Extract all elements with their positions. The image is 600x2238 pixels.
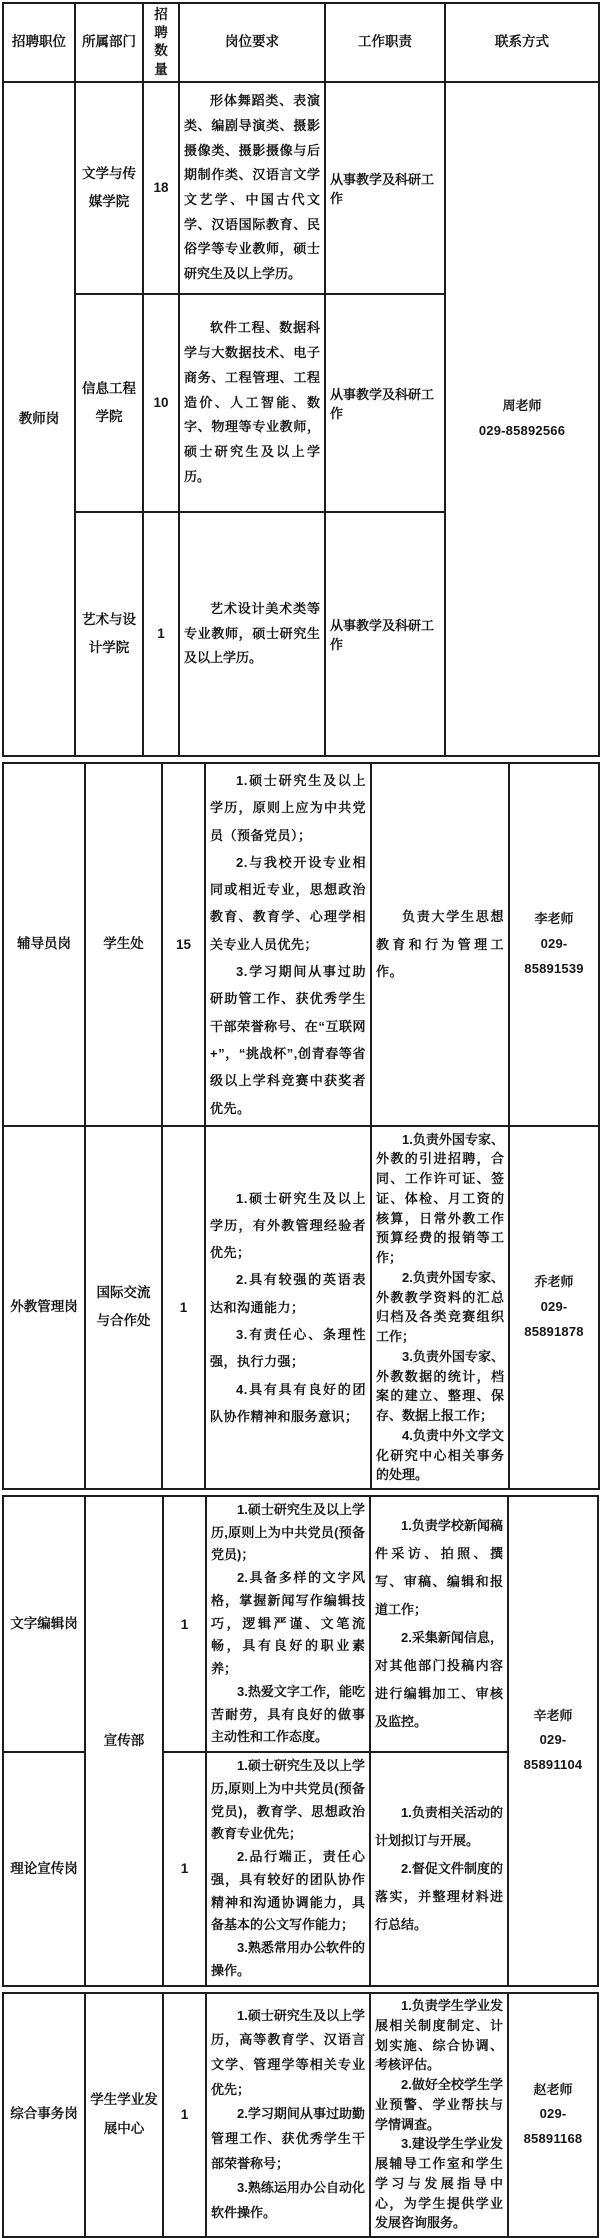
cell-duties: 从事教学及科研工作 bbox=[325, 512, 445, 756]
contact-name: 赵老师 bbox=[533, 2081, 573, 2097]
cell-department: 学生学业发展中心 bbox=[85, 1993, 163, 2237]
contact-name: 周老师 bbox=[502, 398, 542, 414]
col-header-position: 招聘职位 bbox=[3, 3, 75, 82]
contact-phone: 029-85891878 bbox=[524, 1299, 584, 1339]
cell-requirements bbox=[205, 763, 371, 1126]
duty-item: 2.做好全校学生学业预警、学业帮扶与学情调查。 bbox=[375, 2077, 503, 2132]
contact-phone: 029-85892566 bbox=[478, 422, 566, 438]
cell-department: 宣传部 bbox=[85, 1496, 163, 1986]
requirement-item: 4.具有具有良好的团队协作精神和服务意识； bbox=[210, 1381, 366, 1424]
cell-duties bbox=[370, 1496, 508, 1752]
cell-duties bbox=[371, 763, 509, 1126]
contact-name: 乔老师 bbox=[534, 1274, 574, 1290]
contact-name: 辛老师 bbox=[533, 1707, 573, 1723]
cell-position-foreign-teacher-admin: 外教管理岗 bbox=[3, 1126, 85, 1489]
requirement-item: 艺术设计美术类等专业教师，硕士研究生及以上学历。 bbox=[184, 600, 320, 666]
requirement-item: 3.有责任心、条理性强，执行力强； bbox=[210, 1327, 366, 1370]
table-propaganda-department bbox=[2, 1495, 599, 1987]
col-header-requirements: 岗位要求 bbox=[179, 3, 325, 82]
cell-count: 1 bbox=[163, 1752, 206, 1986]
table-row bbox=[3, 763, 599, 1126]
duty-item: 2.负责外国专家、外教教学资料的汇总归档及各类竞赛组织工作； bbox=[376, 1269, 504, 1345]
cell-contact bbox=[509, 763, 599, 1126]
cell-department: 信息工程学院 bbox=[75, 294, 143, 512]
cell-count: 1 bbox=[162, 1126, 205, 1489]
duty-item: 4.负责中外文学文化研究中心相关事务的处理。 bbox=[376, 1427, 504, 1483]
table-row bbox=[3, 82, 599, 294]
cell-duties bbox=[370, 1752, 508, 1986]
cell-duties: 从事教学及科研工作 bbox=[325, 82, 445, 294]
table-counselor-foreign-affairs bbox=[2, 762, 600, 1490]
cell-requirements bbox=[205, 1126, 371, 1489]
cell-requirements bbox=[179, 512, 325, 756]
requirement-item: 2.与我校开设专业相同或相近专业，思想政治教育、教育学、心理学相关专业人员优先； bbox=[210, 854, 366, 952]
cell-contact bbox=[509, 1126, 599, 1489]
cell-position-general-affairs: 综合事务岗 bbox=[3, 1993, 85, 2237]
requirement-item: 3.熟练运用办公自动化软件操作。 bbox=[211, 2180, 365, 2221]
cell-duties bbox=[370, 1993, 508, 2237]
duty-item: 1.负责学生学业发展相关制度制定、计划实施、综合协调、考核评估。 bbox=[375, 1998, 503, 2073]
col-header-duties: 工作职责 bbox=[325, 3, 445, 82]
table-teacher-positions bbox=[2, 2, 600, 757]
cell-department: 国际交流与合作处 bbox=[85, 1126, 162, 1489]
duty-item: 1.负责学校新闻稿件采访、拍照、撰写、审稿、编辑和报道工作； bbox=[375, 1518, 503, 1618]
cell-count: 15 bbox=[162, 763, 205, 1126]
cell-contact bbox=[445, 82, 599, 756]
table-row bbox=[3, 1993, 598, 2237]
contact-phone: 029-85891168 bbox=[523, 2106, 583, 2146]
requirement-item: 2.具有较强的英语表达和沟通能力； bbox=[210, 1272, 366, 1315]
table-row bbox=[3, 1126, 599, 1489]
cell-count: 1 bbox=[143, 512, 179, 756]
cell-contact bbox=[508, 1993, 598, 2237]
requirement-item: 1.硕士研究生及以上学历，有外教管理经验者优先； bbox=[210, 1190, 366, 1261]
contact-name: 李老师 bbox=[534, 911, 574, 927]
duty-item: 3.负责外国专家、外教数据的统计，档案的建立、整理、保存、数据上报工作； bbox=[376, 1348, 504, 1424]
cell-requirements bbox=[179, 82, 325, 294]
cell-count: 1 bbox=[163, 1496, 206, 1752]
duty-item: 2.督促文件制度的落实，并整理材料进行总结。 bbox=[375, 1860, 503, 1932]
cell-requirements bbox=[206, 1752, 370, 1986]
cell-position-theory-propaganda: 理论宣传岗 bbox=[3, 1752, 85, 1986]
contact-phone: 029-85891104 bbox=[523, 1732, 583, 1773]
duty-item: 1.负责外国专家、外教的引进招聘，合同、工作许可证、签证、体检、月工资的核算，日常外教工作预算经费的报销等工作； bbox=[376, 1131, 504, 1266]
col-header-count: 招聘数量 bbox=[143, 3, 179, 82]
requirement-item: 3.熟悉常用办公软件的操作。 bbox=[211, 1940, 365, 1978]
cell-position-text-editor: 文字编辑岗 bbox=[3, 1496, 85, 1752]
requirement-item: 形体舞蹈类、表演类、编剧导演类、摄影摄像类、摄影摄像与后期制作类、汉语言文学文艺学、中国古代文学、汉语国际教育、民俗学等专业教师，硕士研究生及以上学历。 bbox=[184, 93, 320, 281]
col-header-department: 所属部门 bbox=[75, 3, 143, 82]
cell-duties: 从事教学及科研工作 bbox=[325, 294, 445, 512]
table-row bbox=[3, 1496, 598, 1752]
cell-requirements bbox=[179, 294, 325, 512]
duty-item: 1.负责相关活动的计划拟订与开展。 bbox=[375, 1805, 503, 1848]
cell-department: 艺术与设计学院 bbox=[75, 512, 143, 756]
cell-position-teacher: 教师岗 bbox=[3, 82, 75, 756]
requirement-item: 1.硕士研究生及以上学历，原则上应为中共党员（预备党员）； bbox=[210, 772, 366, 843]
cell-count: 10 bbox=[143, 294, 179, 512]
duty-item: 2.采集新闻信息，对其他部门投稿内容进行编辑加工、审核及监控。 bbox=[375, 1630, 503, 1729]
cell-count: 18 bbox=[143, 82, 179, 294]
requirement-item: 1.硕士研究生及以上学历,原则上为中共党员(预备党员)，教育学、思想政治教育专业优先； bbox=[211, 1758, 365, 1842]
table-general-affairs bbox=[2, 1992, 599, 2238]
requirement-item: 1.硕士研究生及以上学历，高等教育学、汉语言文学、管理学等相关专业优先； bbox=[211, 2007, 365, 2097]
cell-requirements bbox=[206, 1993, 370, 2237]
cell-position-counselor: 辅导员岗 bbox=[3, 763, 85, 1126]
cell-count: 1 bbox=[163, 1993, 206, 2237]
requirement-item: 2.学习期间从事过助勤管理工作、获优秀学生干部荣誉称号； bbox=[211, 2106, 365, 2171]
cell-department: 文学与传媒学院 bbox=[75, 82, 143, 294]
cell-requirements bbox=[206, 1496, 370, 1752]
requirement-item: 1.硕士研究生及以上学历,原则上为中共党员(预备党员)； bbox=[211, 1501, 365, 1563]
duty-item: 负责大学生思想教育和行为管理工作。 bbox=[376, 909, 504, 980]
requirement-item: 3.学习期间从事过助研助管工作、获优秀学生干部荣誉称号、在“互联网+”，“挑战杯”,创青春等省级以上学科竞赛中获奖者优先。 bbox=[210, 964, 366, 1116]
cell-duties bbox=[371, 1126, 509, 1489]
cell-contact bbox=[508, 1496, 598, 1986]
requirement-item: 3.热爱文字工作，能吃苦耐劳，具有良好的做事主动性和工作态度。 bbox=[211, 1683, 365, 1745]
requirement-item: 软件工程、数据科学与大数据技术、电子商务、工程管理、工程造价、人工智能、数字、物理等专业教师，硕士研究生及以上学历。 bbox=[184, 320, 320, 484]
requirement-item: 2.品行端正，责任心强，具有较好的团队协作精神和沟通协调能力，具备基本的公文写作能力； bbox=[211, 1849, 365, 1933]
contact-phone: 029-85891539 bbox=[524, 936, 584, 976]
col-header-contact: 联系方式 bbox=[445, 3, 599, 82]
duty-item: 3.建设学生学业发展辅导工作室和学生学习与发展指导中心，为学生提供学业发展咨询服务。 bbox=[375, 2136, 503, 2231]
cell-department: 学生处 bbox=[85, 763, 162, 1126]
table-header-row bbox=[3, 3, 599, 82]
requirement-item: 2.具备多样的文字风格，掌握新闻写作编辑技巧，逻辑严谨、文笔流畅，具有良好的职业素养； bbox=[211, 1570, 365, 1677]
